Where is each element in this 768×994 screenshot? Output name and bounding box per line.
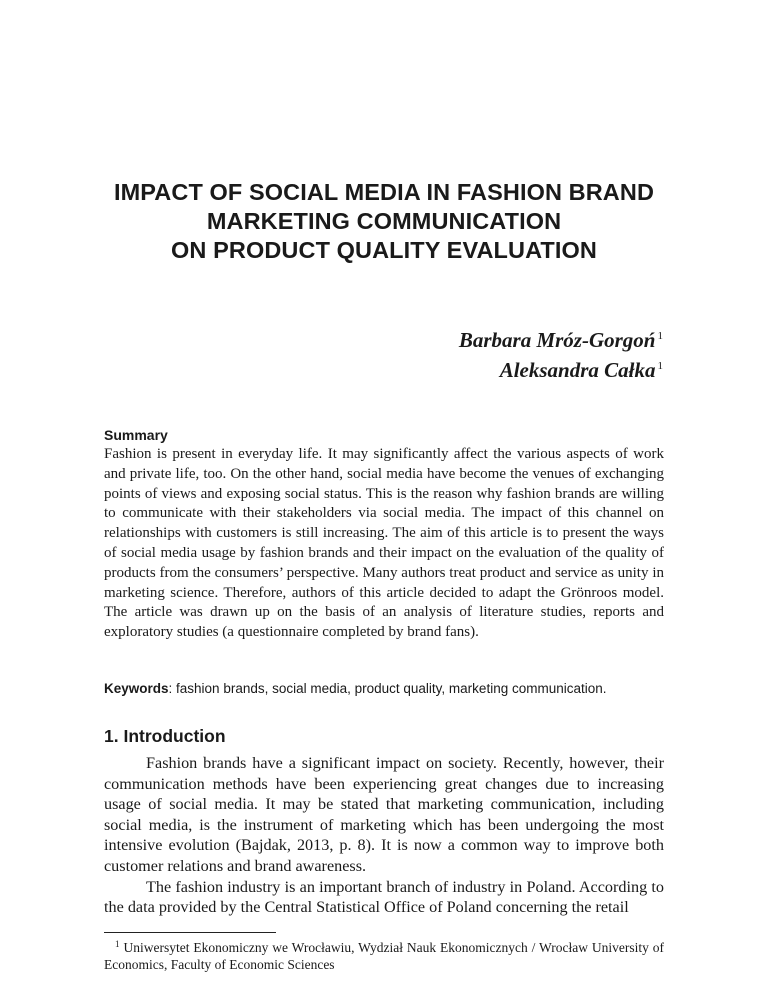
author-list bbox=[459, 323, 663, 383]
keywords-text: : fashion brands, social media, product quality, marketing communication. bbox=[168, 681, 607, 696]
summary-text: Fashion is present in everyday life. It may significantly affect the various aspects of work and private life, too. On the other hand, social media have become the venues of exchanging points of views and exposing social status. This is the reason why fashion brands are willing to communicate with their stakeholders via social media. The impact of this channel on relationships with customers is still increasing. The aim of this article is to present the ways of social media usage by fashion brands and their impact on the evaluation of the quality of products from the consumers’ perspective. Many authors treat product and service as unity in marketing science. Therefore, authors of this article decided to adapt the Grönroos model. The article was drawn up on the basis of an analysis of literature studies, reports and exploratory studies (a questionnaire completed by brand fans). bbox=[104, 446, 664, 641]
keywords-line bbox=[104, 680, 664, 698]
author-name-text: Aleksandra Całka bbox=[499, 358, 656, 382]
author-name bbox=[459, 323, 663, 353]
title-line: MARKETING COMMUNICATION bbox=[206, 208, 562, 234]
footnote bbox=[104, 936, 664, 973]
section-body bbox=[104, 753, 664, 918]
title-line: ON PRODUCT QUALITY EVALUATION bbox=[171, 237, 597, 263]
body-paragraph: The fashion industry is an important branch of industry in Poland. According to the data provided by the Central Statistical Office of Poland concerning the retail bbox=[104, 877, 664, 917]
title-line: IMPACT OF SOCIAL MEDIA IN FASHION BRAND bbox=[113, 179, 655, 205]
summary-heading: Summary bbox=[104, 427, 168, 443]
body-paragraph: Fashion brands have a significant impact on society. Recently, however, their communication methods have been experiencing great changes due to increasing usage of social media. It may be stated that marketing communication, including social media, is the instrument of marketing which has been undergoing the most intensive evolution (Bajdak, 2013, p. 8). It is now a common way to improve both customer relations and brand awareness. bbox=[104, 754, 664, 875]
author-name-text: Barbara Mróz-Gorgoń bbox=[458, 328, 656, 352]
affiliation-mark: 1 bbox=[657, 360, 663, 372]
footnote-text: Uniwersytet Ekonomiczny we Wrocławiu, Wydział Nauk Ekonomicznych / Wrocław University of Economics, Faculty of Economic Sciences bbox=[104, 940, 664, 972]
keywords-label: Keywords bbox=[104, 681, 169, 696]
section-heading: 1. Introduction bbox=[104, 726, 226, 746]
paper-title bbox=[60, 178, 708, 265]
footnote-divider bbox=[104, 932, 276, 933]
affiliation-mark: 1 bbox=[657, 330, 663, 342]
footnote-mark: 1 bbox=[115, 939, 120, 949]
author-name bbox=[459, 353, 663, 383]
